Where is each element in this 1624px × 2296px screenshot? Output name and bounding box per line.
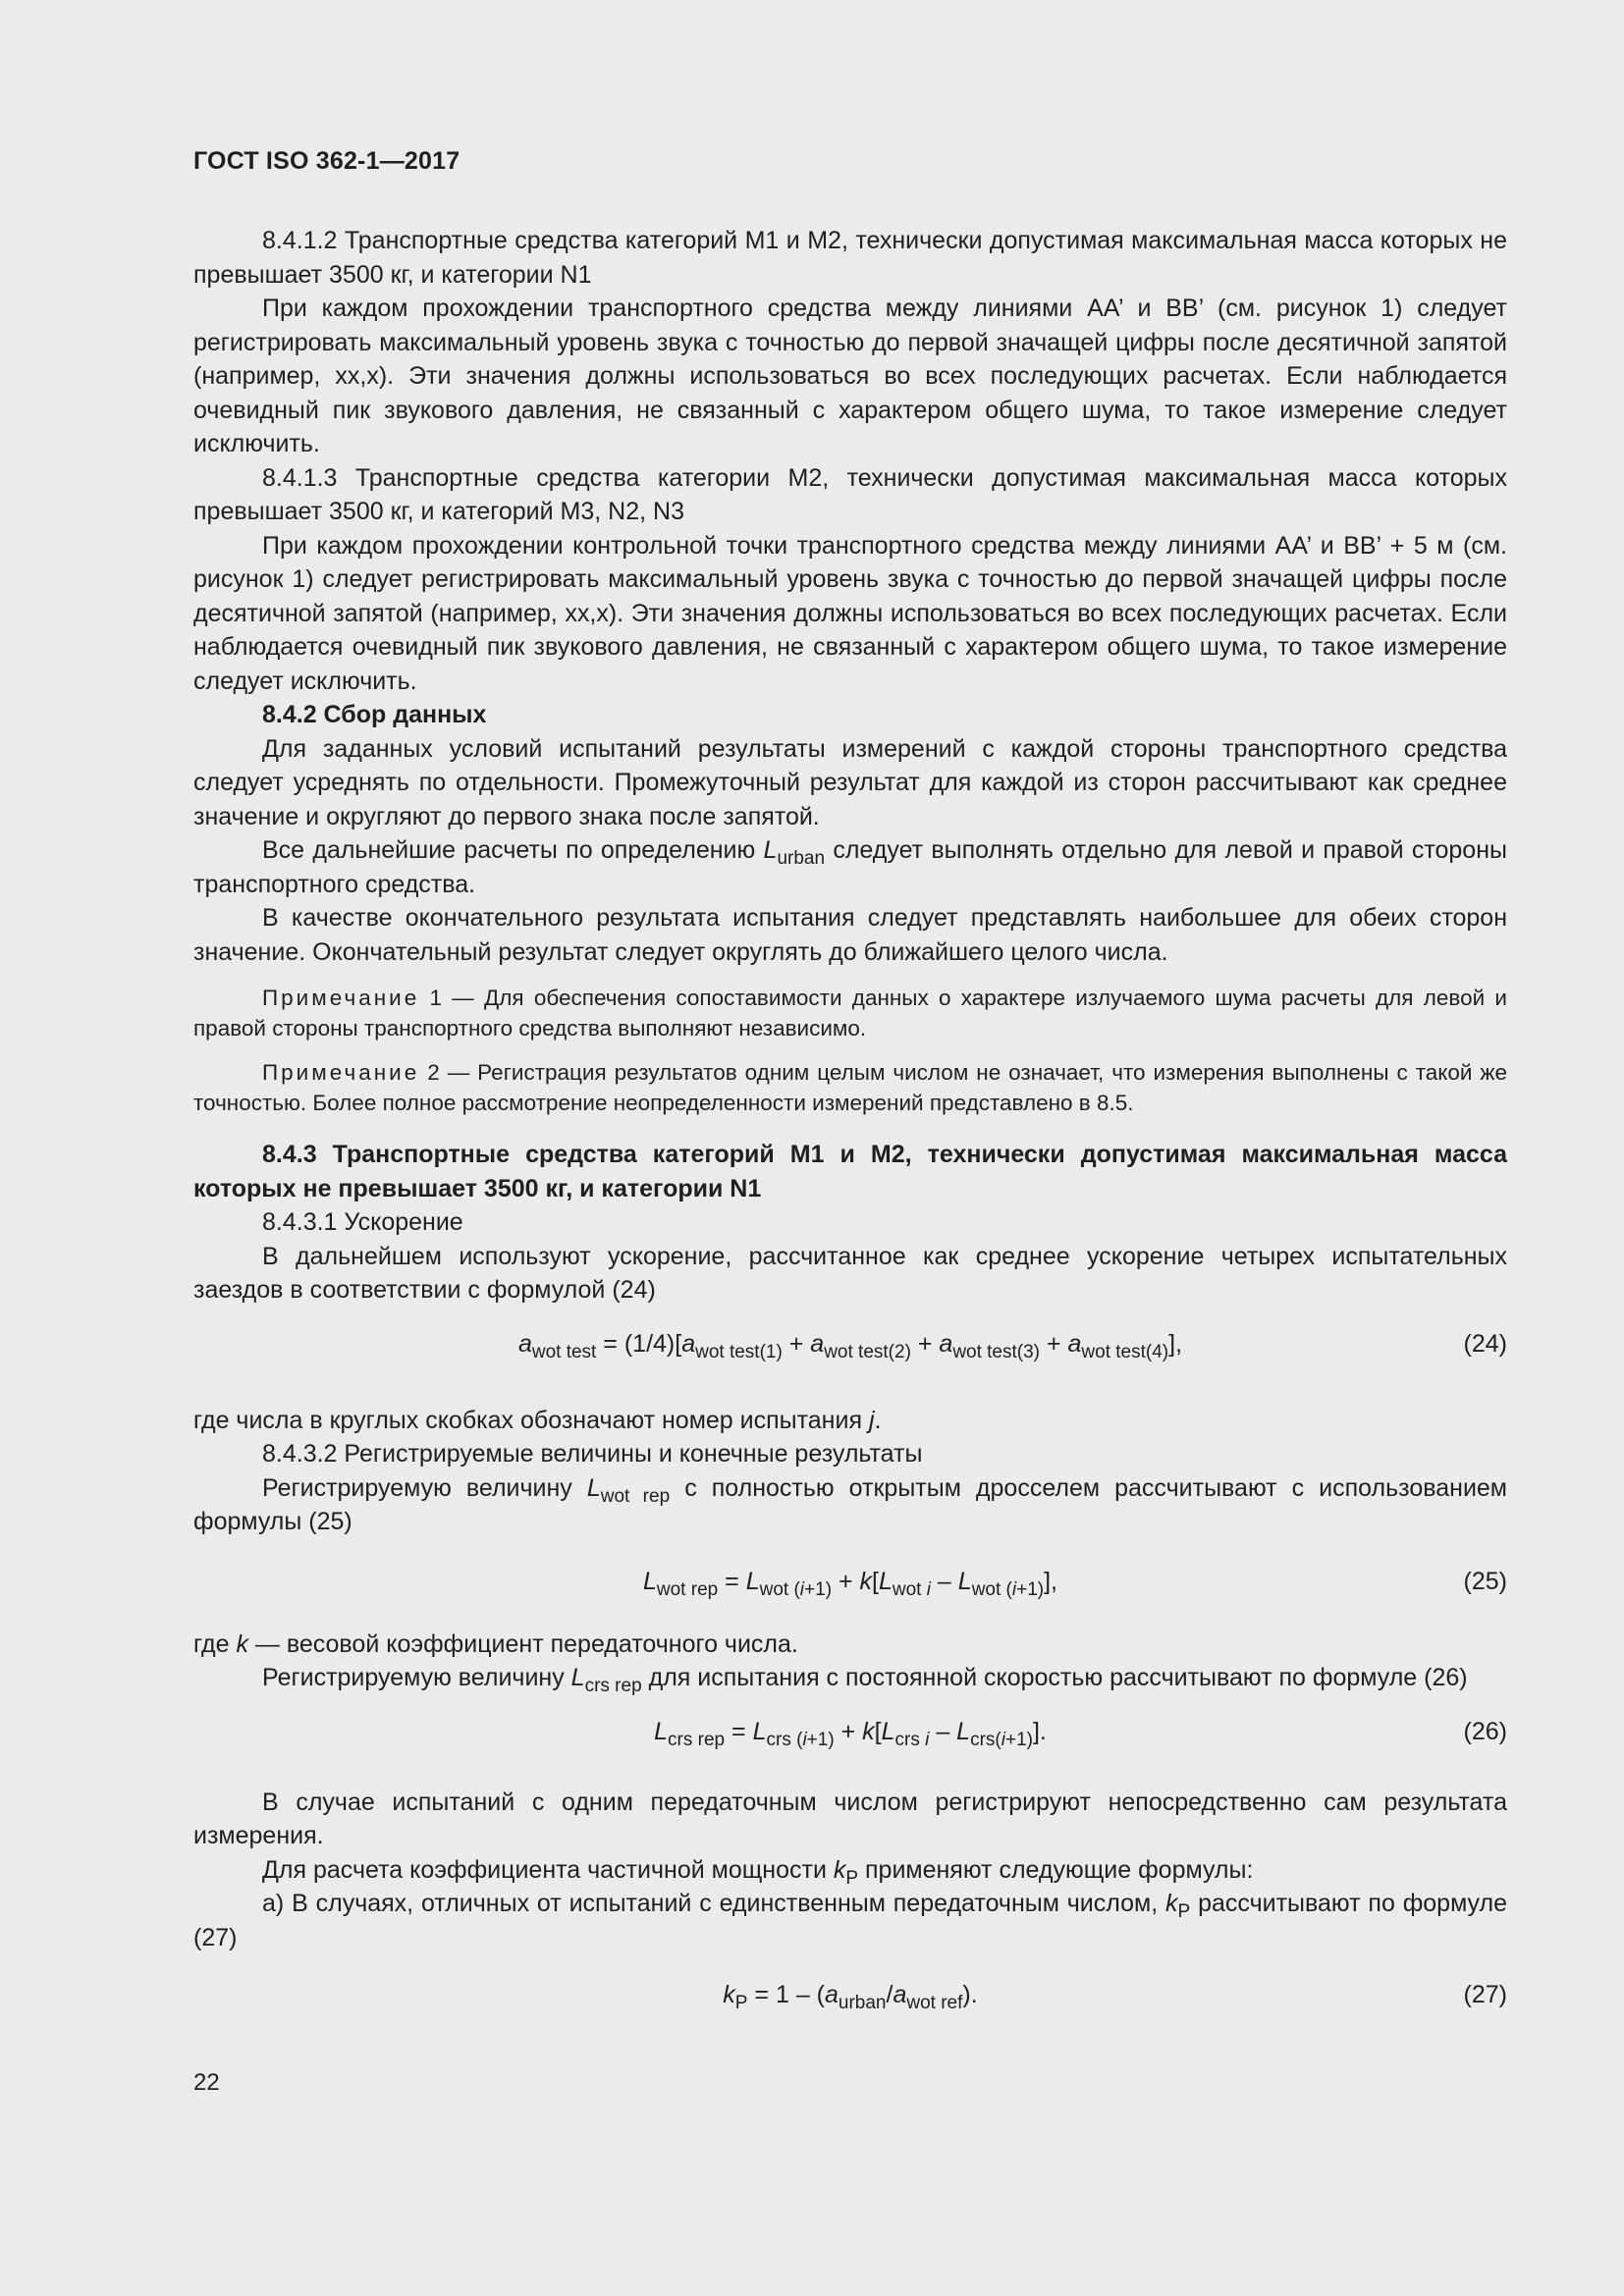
- document-header: ГОСТ ISO 362-1—2017: [193, 147, 460, 175]
- formula-24-expression: $a_{wot test} = (1/4)[a_{wot test(1)} + a_{wot test(2)} + a_{wot test(3)} + a_{wot test(4)}]$,: [517, 1329, 1183, 1362]
- paragraph: где k — весовой коэффициент передаточного числа.: [193, 1629, 798, 1658]
- paragraph-lurban: Все дальнейшие расчеты по определению $L_{urban}$ следует выполнять отдельно для левой и правой стороны транспортного средства.: [193, 836, 1507, 898]
- paragraph: где числа в круглых скобках обозначают номер испытания j.: [193, 1406, 882, 1434]
- clause-8-4-3-2: 8.4.3.2 Регистрируемые величины и конечные результаты: [262, 1440, 923, 1468]
- clause-8-4-1-2: 8.4.1.2 Транспортные средства категорий М1 и М2, технически допустимая максимальная масса которых не превышает 3500 кг, и категории N1: [193, 227, 1507, 289]
- formula-26-expression: $L_{crs rep} = L_{crs (i+1)} + k[L_{crs i} - L_{crs(i+1)}]$.: [654, 1717, 1047, 1750]
- formula-26-number: (26): [1463, 1717, 1507, 1745]
- clause-8-4-3-1: 8.4.3.1 Ускорение: [262, 1208, 463, 1236]
- paragraph: При каждом прохождении транспортного средства между линиями АА’ и ВВ’ (см. рисунок 1) следует регистрировать максимальный уровень звука с точностью до первой значащей цифры после десятичной запятой (например, хх,х). Эти значения должны использоваться во всех последующих расчетах. Если наблюдается очевидный пик звукового давления, не связанный с характером общего шума, то такое измерение следует исключить.: [193, 294, 1507, 457]
- paragraph: Для заданных условий испытаний результаты измерений с каждой стороны транспортного средства следует усреднять по отдельности. Промежуточный результат для каждой из сторон рассчитывают как среднее значение и округляют до первого знака после запятой.: [193, 734, 1507, 830]
- clause-8-4-1-3: 8.4.1.3 Транспортные средства категории М2, технически допустимая максимальная масса которых превышает 3500 кг, и категорий М3, N2, N3: [193, 463, 1507, 525]
- page-number: 22: [193, 2069, 220, 2096]
- paragraph: В дальнейшем используют ускорение, рассчитанное как среднее ускорение четырех испытательных заездов в соответствии с формулой (24): [193, 1242, 1507, 1304]
- formula-25-number: (25): [1463, 1567, 1507, 1595]
- formula-25-expression: $L_{wot rep} = L_{wot (i+1)} + k[L_{wot i} - L_{wot (i+1)}]$,: [642, 1567, 1058, 1600]
- formula-26: [193, 1715, 1507, 1748]
- formula-24-number: (24): [1463, 1329, 1507, 1358]
- formula-27: [193, 1978, 1507, 2011]
- note-1: Примечание 1 — Для обеспечения сопоставимости данных о характере излучаемого шума расчеты для левой и правой стороны транспортного средства выполняют независимо.: [193, 986, 1507, 1041]
- paragraph: В случае испытаний с одним передаточным числом регистрируют непосредственно сам результата измерения.: [193, 1788, 1507, 1849]
- formula-27-expression: $k_P = 1 - (a_{urban}/a_{wot ref})$.: [723, 1981, 978, 2013]
- list-item-a: a) В случаях, отличных от испытаний с единственным передаточным числом, $k_P$ рассчитывают по формуле (27): [193, 1890, 1508, 1951]
- document-body: [193, 224, 1507, 2011]
- formula-27-number: (27): [1463, 1981, 1507, 2008]
- section-heading-8-4-3: 8.4.3 Транспортные средства категорий М1 и М2, технически допустимая максимальная масса которых не превышает 3500 кг, и категории N1: [193, 1141, 1507, 1202]
- formula-25: [193, 1565, 1507, 1598]
- paragraph: Регистрируемую величину $L_{wot rep}$ с полностью открытым дросселем рассчитывают с использованием формулы (25): [193, 1473, 1507, 1535]
- formula-24: [193, 1327, 1507, 1361]
- paragraph: Для расчета коэффициента частичной мощности $k_P$ применяют следующие формулы:: [262, 1855, 1254, 1889]
- paragraph: Регистрируемую величину $L_{crs rep}$ для испытания с постоянной скоростью рассчитывают по формуле (26): [262, 1664, 1468, 1696]
- note-2: Примечание 2 — Регистрация результатов одним целым числом не означает, что измерения выполнены с такой же точностью. Более полное рассмотрение неопределенности измерений представлено в 8.5.: [193, 1060, 1507, 1115]
- paragraph: В качестве окончательного результата испытания следует представлять наибольшее для обеих сторон значение. Окончательный результат следует округлять до ближайшего целого числа.: [193, 904, 1507, 966]
- section-heading-8-4-2: 8.4.2 Сбор данных: [262, 701, 487, 728]
- paragraph: При каждом прохождении контрольной точки транспортного средства между линиями АА’ и ВВ’ + 5 м (см. рисунок 1) следует регистрировать максимальный уровень звука с точностью до первой значащей цифры после десятичной запятой (например, хх,х). Эти значения должны использоваться во всех последующих расчетах. Если наблюдается очевидный пик звукового давления, не связанный с характером общего шума, то такое измерение следует исключить.: [193, 531, 1507, 695]
